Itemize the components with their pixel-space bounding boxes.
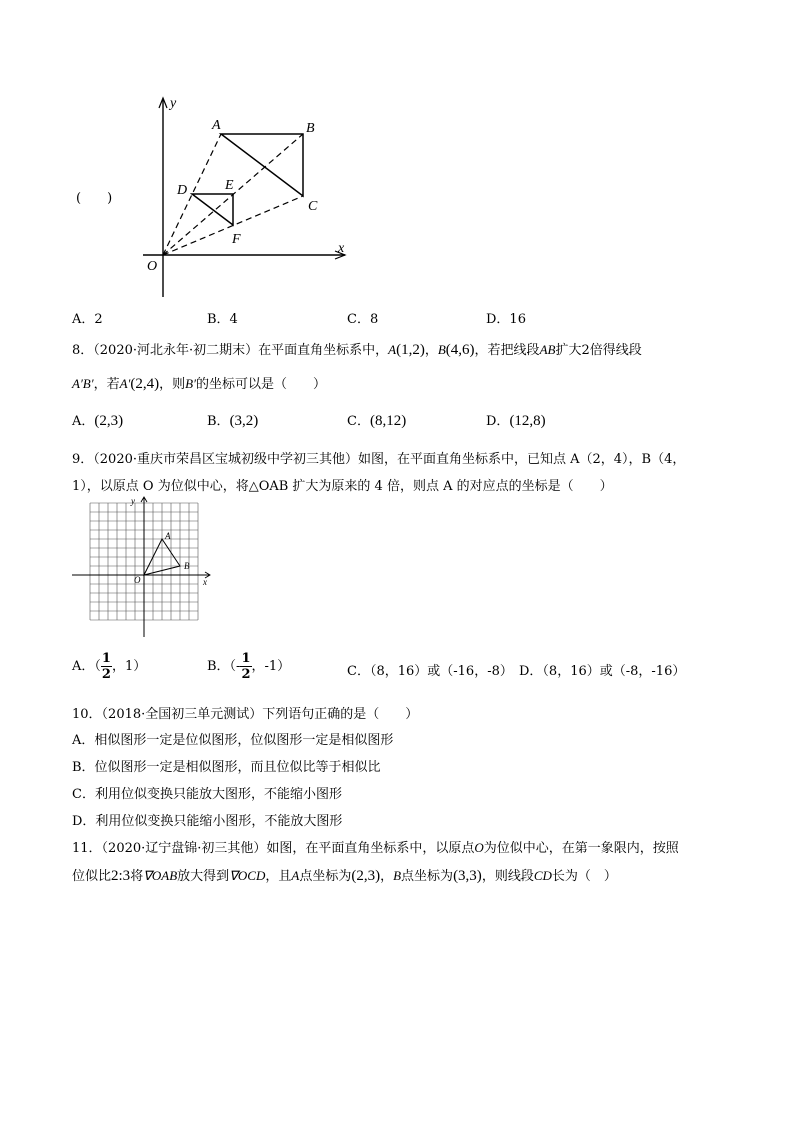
q8-segment-AB: AB bbox=[539, 342, 556, 357]
q9-option-b-prefix: B．（- bbox=[207, 659, 241, 674]
q9-option-a-num: 1 bbox=[101, 651, 111, 666]
q7-label-x: x bbox=[338, 241, 345, 256]
q11-triangle-OAB: ∇OAB bbox=[143, 868, 178, 883]
q9-option-b-fraction bbox=[240, 652, 251, 681]
q7-label-B: B bbox=[306, 121, 315, 136]
q8-point-B: B bbox=[437, 342, 446, 357]
q11-line1-b: 为位似中心，在第一象限内，按照 bbox=[483, 841, 679, 856]
q11-ratio: 2:3 bbox=[111, 868, 131, 884]
q9-option-d: D．（8，16）或（-8，-16） bbox=[519, 664, 686, 679]
q8-option-c-letter: C． bbox=[347, 414, 370, 429]
q8-option-b-letter: B． bbox=[207, 414, 230, 429]
q8-option-a-letter: A． bbox=[72, 414, 95, 429]
q7-label-F: F bbox=[232, 232, 241, 247]
q8-line2-suffix: 的坐标可以是（ ） bbox=[195, 377, 326, 392]
q10-option-c: C．利用位似变换只能放大图形，不能缩小图形 bbox=[72, 787, 342, 802]
q7-label-O: O bbox=[147, 259, 158, 274]
q9-option-b bbox=[207, 652, 290, 682]
q8-option-b bbox=[207, 410, 258, 430]
q11-triangle-OCD: ∇OCD bbox=[229, 868, 266, 883]
q11-point-A: A bbox=[291, 868, 300, 883]
q8-line2-then: ，则 bbox=[159, 377, 186, 392]
q7-option-d: D．16 bbox=[486, 312, 526, 327]
q11-line2-c: 放大得到 bbox=[177, 869, 230, 884]
q9-option-b-num: 1 bbox=[241, 651, 251, 666]
q8-option-d-letter: D． bbox=[486, 414, 510, 429]
q10-option-d: D．利用位似变换只能缩小图形，不能放大图形 bbox=[72, 814, 343, 829]
q9-option-b-den: 2 bbox=[241, 667, 251, 682]
q8-A-prime-coord: (2,4) bbox=[130, 376, 160, 392]
q8-segment-AB-prime: A′B′ bbox=[72, 376, 94, 391]
q7-option-b: B．4 bbox=[207, 312, 238, 327]
q8-B-coord: (4,6) bbox=[445, 342, 475, 358]
q8-comma: ， bbox=[424, 343, 438, 358]
q8-line2 bbox=[72, 373, 326, 393]
q9-line1: 9．（2020·重庆市荣昌区宝城初级中学初三其他）如图，在平面直角坐标系中，已知点 A（2，4），B（4， bbox=[72, 452, 686, 467]
q8-line1-suffix: 扩大2倍得线段 bbox=[555, 343, 642, 358]
q8-option-d bbox=[486, 410, 546, 430]
q10-option-b: B．位似图形一定是相似图形，而且位似比等于相似比 bbox=[72, 760, 381, 775]
q11-segment-CD: CD bbox=[533, 868, 552, 883]
q11-point-B: B bbox=[393, 868, 402, 883]
q8-line2-if: ，若 bbox=[93, 377, 120, 392]
q8-option-b-value: (3,2) bbox=[229, 413, 259, 429]
q7-label-E: E bbox=[225, 178, 234, 193]
q11-line2-i: 长为（ ） bbox=[551, 869, 617, 884]
q9-option-b-suffix: ，-1） bbox=[251, 659, 291, 674]
q11-line2-h: ，则线段 bbox=[481, 869, 534, 884]
q9-option-a-suffix: ，1） bbox=[111, 659, 147, 674]
q9-option-a-den: 2 bbox=[101, 667, 111, 682]
q11-line2-b: 将 bbox=[130, 869, 144, 884]
q9-label-B: B bbox=[184, 561, 190, 571]
q11-line2 bbox=[72, 865, 617, 885]
q8-line1-mid: ，若把线段 bbox=[474, 343, 540, 358]
q8-A-coord: (1,2) bbox=[396, 342, 425, 358]
q9-line2: 1），以原点 O 为位似中心，将△OAB 扩大为原来的 4 倍，则点 A 的对应点的坐标是（ ） bbox=[72, 479, 613, 494]
q7-label-y: y bbox=[170, 96, 177, 111]
q8-option-a-value: (2,3) bbox=[94, 413, 124, 429]
q7-label-C: C bbox=[308, 199, 318, 214]
q11-line2-d: ，且 bbox=[265, 869, 292, 884]
q10-stem: 10．（2018·全国初三单元测试）下列语句正确的是（ ） bbox=[72, 707, 419, 722]
q10-option-a: A．相似图形一定是位似图形，位似图形一定是相似图形 bbox=[72, 733, 394, 748]
q8-point-B-prime: B′ bbox=[185, 376, 196, 391]
q8-option-c-value: (8,12) bbox=[369, 413, 407, 429]
q11-point-O: O bbox=[474, 840, 484, 855]
q9-option-a-fraction bbox=[101, 652, 112, 681]
q11-A-coord: (2,3) bbox=[351, 868, 381, 884]
q11-line2-g: 点坐标为 bbox=[401, 869, 454, 884]
q8-line1 bbox=[72, 339, 642, 359]
q8-point-A-prime: A′ bbox=[119, 376, 131, 391]
q9-option-a bbox=[72, 652, 146, 682]
q7-answer-paren: ( ) bbox=[76, 191, 113, 206]
q9-label-y: y bbox=[131, 496, 135, 506]
q7-option-a: A．2 bbox=[72, 312, 103, 327]
q8-option-d-value: (12,8) bbox=[509, 413, 546, 429]
q7-label-D: D bbox=[177, 183, 188, 198]
q11-line1 bbox=[72, 837, 679, 856]
q9-option-c: C．（8，16）或（-16，-8） bbox=[347, 664, 513, 679]
q8-point-A: A bbox=[388, 342, 397, 357]
q9-label-A: A bbox=[165, 531, 171, 541]
q11-B-coord: (3,3) bbox=[453, 868, 482, 884]
q9-grid-figure bbox=[70, 495, 220, 640]
q11-line2-e: 点坐标为 bbox=[299, 869, 352, 884]
q7-figure bbox=[135, 92, 350, 302]
q11-line2-a: 位似比 bbox=[72, 869, 112, 884]
q9-label-O: O bbox=[134, 575, 141, 585]
q11-line1-a: 11．（2020·辽宁盘锦·初三其他）如图，在平面直角坐标系中，以原点 bbox=[72, 841, 475, 856]
q9-option-a-prefix: A．（ bbox=[72, 659, 101, 674]
q8-option-c bbox=[347, 410, 406, 430]
q7-option-c: C．8 bbox=[347, 312, 379, 327]
q8-option-a bbox=[72, 410, 123, 430]
q11-line2-f: ， bbox=[380, 869, 394, 884]
q7-triangle-DEF bbox=[192, 194, 233, 225]
q9-label-x: x bbox=[203, 577, 207, 587]
q8-line1-prefix: 8．（2020·河北永年·初二期末）在平面直角坐标系中， bbox=[72, 343, 389, 358]
q7-label-A: A bbox=[212, 118, 221, 133]
